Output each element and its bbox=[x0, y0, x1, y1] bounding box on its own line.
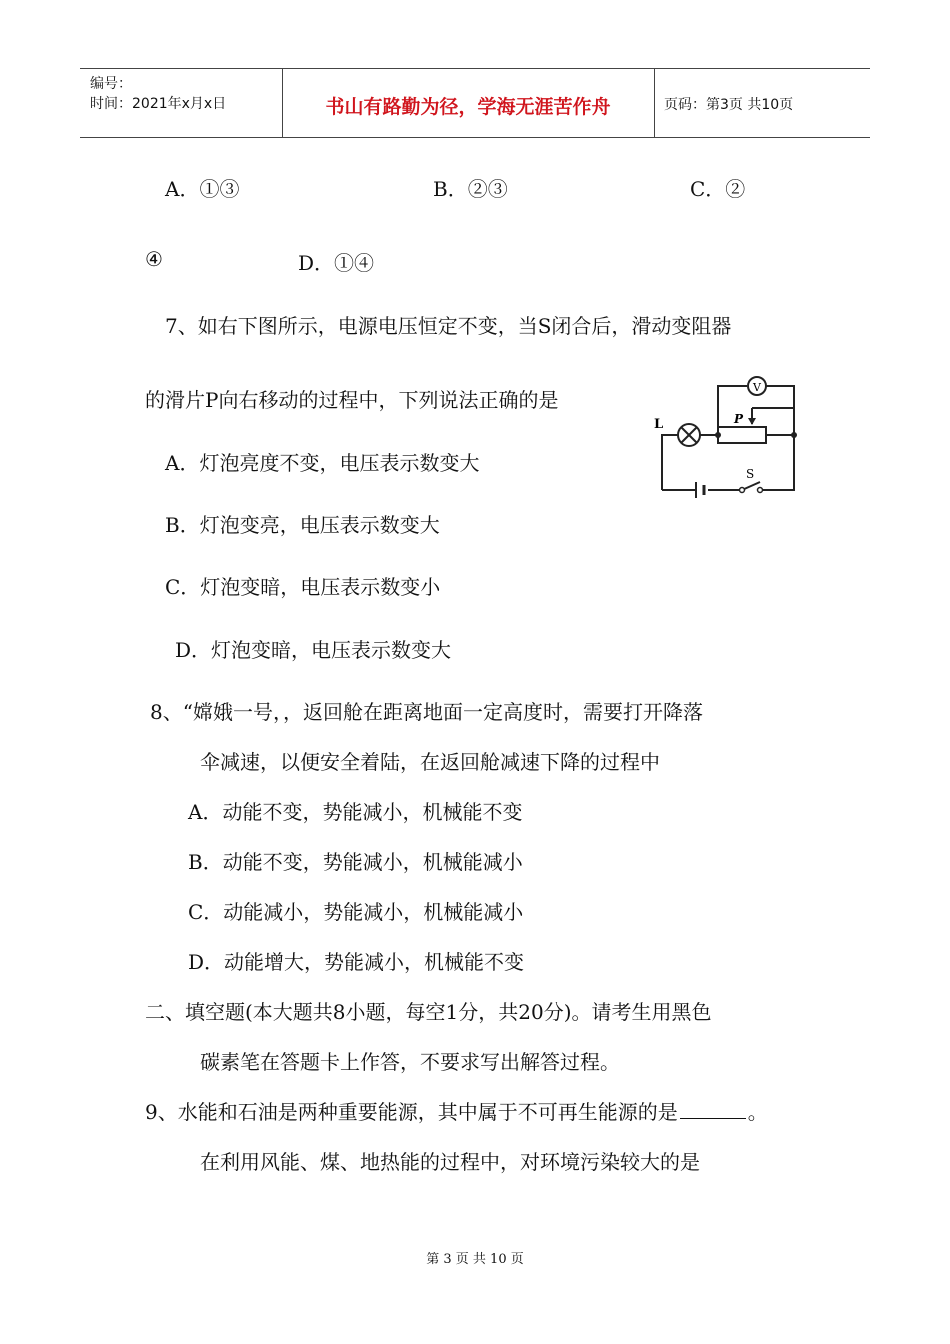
voltmeter-label: V bbox=[753, 381, 761, 394]
motto-text: 书山有路勤为径，学海无涯苦作舟 bbox=[325, 96, 611, 118]
q7-option-c: C．灯泡变暗，电压表示数变小 bbox=[165, 575, 441, 599]
q7-option-a: A．灯泡亮度不变，电压表示数变大 bbox=[165, 451, 480, 475]
answer-blank bbox=[680, 1100, 746, 1119]
slider-arrowhead bbox=[748, 418, 756, 425]
q6-option-a: A．①③ bbox=[165, 177, 240, 201]
page-info: 页码：第3页 共10页 bbox=[664, 97, 794, 113]
wire-voltmeter-right bbox=[766, 386, 794, 435]
junction-right bbox=[791, 432, 797, 438]
header-info-cell bbox=[80, 69, 283, 137]
rheostat-symbol bbox=[718, 427, 766, 443]
page-header bbox=[80, 68, 870, 138]
page-footer: 第 3 页 共 10 页 bbox=[426, 1252, 524, 1267]
q8-stem-line2: 伞减速，以便安全着陆，在返回舱减速下降的过程中 bbox=[200, 750, 660, 774]
q7-stem-line1: 7、如右下图所示，电源电压恒定不变，当S闭合后，滑动变阻器 bbox=[165, 314, 732, 338]
section2-line1: 二、填空题(本大题共8小题，每空1分，共20分)。请考生用黑色 bbox=[145, 1000, 712, 1024]
number-label: 编号： bbox=[90, 76, 132, 92]
q9-line1 bbox=[145, 1096, 768, 1125]
q8-option-c: C．动能减小，势能减小，机械能减小 bbox=[188, 900, 524, 924]
q6-option-b: B．②③ bbox=[433, 177, 508, 201]
q6-option-c: C．② bbox=[690, 177, 746, 201]
switch-contact bbox=[758, 488, 763, 493]
wire-left bbox=[662, 435, 678, 490]
q7-option-d: D．灯泡变暗，电压表示数变大 bbox=[175, 638, 452, 662]
date-label: 时间：2021年x月x日 bbox=[90, 96, 227, 112]
q6-option-c-cont: ④ bbox=[145, 247, 163, 271]
q8-stem-line1: 8、“嫦娥一号，，返回舱在距离地面一定高度时，需要打开降落 bbox=[150, 700, 703, 724]
circuit-diagram bbox=[652, 368, 802, 498]
slider-label: P bbox=[734, 412, 744, 426]
q8-option-b: B．动能不变，势能减小，机械能减小 bbox=[188, 850, 523, 874]
lamp-label: L bbox=[654, 417, 664, 432]
q7-option-b: B．灯泡变亮，电压表示数变大 bbox=[165, 513, 440, 537]
q6-option-d: D．①④ bbox=[298, 251, 375, 275]
q9-line1-end: 。 bbox=[747, 1100, 768, 1124]
switch-label: S bbox=[746, 467, 755, 481]
switch-contact bbox=[740, 488, 745, 493]
junction-left bbox=[715, 432, 721, 438]
header-motto-cell bbox=[282, 69, 655, 137]
q8-option-a: A．动能不变，势能减小，机械能不变 bbox=[188, 800, 523, 824]
q9-line2: 在利用风能、煤、地热能的过程中，对环境污染较大的是 bbox=[200, 1150, 700, 1174]
q8-option-d: D．动能增大，势能减小，机械能不变 bbox=[188, 950, 525, 974]
header-page-cell bbox=[654, 69, 870, 137]
section2-line2: 碳素笔在答题卡上作答，不要求写出解答过程。 bbox=[200, 1050, 620, 1074]
q9-line1-text: 9、水能和石油是两种重要能源，其中属于不可再生能源的是 bbox=[145, 1100, 678, 1124]
q7-stem-line2: 的滑片P向右移动的过程中，下列说法正确的是 bbox=[145, 388, 559, 412]
